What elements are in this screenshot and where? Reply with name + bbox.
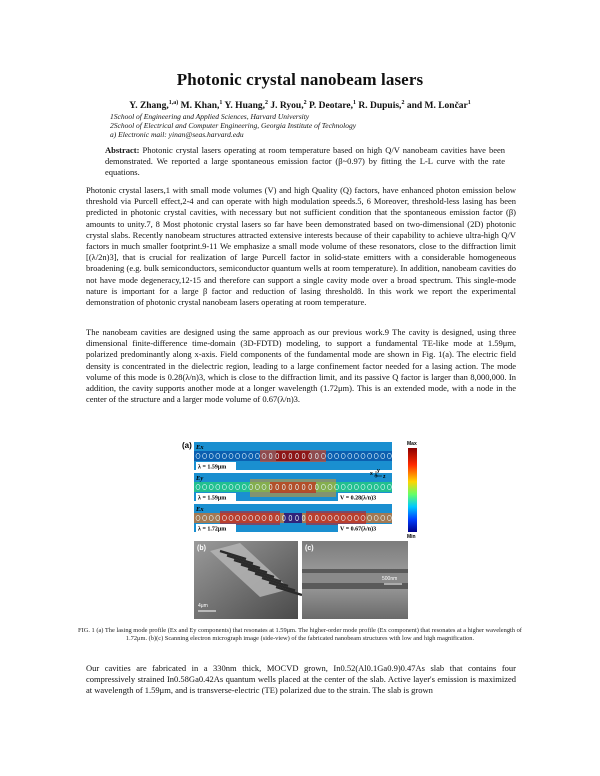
mode-row-1 [194,442,392,471]
row-3-wavelength: λ = 1.72μm [198,526,227,533]
panel-c-scale: 500nm [382,576,398,582]
abstract-text: Photonic crystal lasers operating at room temperature based on high Q/V nanobeam cavities have been demonstrated. We reported a large spontaneous emission factor (β~0.97) by fitting the L-L curve with the rate equations. [105,145,505,177]
paper-title: Photonic crystal nanobeam lasers [176,70,424,89]
panel-b-label: (b) [197,545,206,552]
paragraph-intro: Photonic crystal lasers,1 with small mode volumes (V) and high Quality (Q) factors, have enhanced photon emission below threshold via Purcell effect,2-4 and can operate with high modulation speeds.5, 6 Moreover, threshold-less lasing has been predicted in photonic crystal cavities, with necessary but not sufficient condition that the spontaneous emission factor (β) amounts to unity.7, 8 Most photonic crystal lasers so far have been demonstrated based on two-dimensional (2D) photonic crystal slabs. Recently nanobeam structures attracted extensive interests because of their capability to achieve ultra-high Q/V factors in much smaller footprint.9-11 We emphasize a small mode volume of these resonators, close to the diffraction limit [(λ/2n)3], that is crucial for realization of large Purcell factor in solid-state emitters with a considerable homogeneous broadening (e.g. bulk semiconductors, semiconductor quantum wells at room temperature). In addition, nanobeam cavities do not have mode degeneracy,12-15 and therefore can support a single cavity mode over a broad spectrum. This single-mode nature is important for a large β factor and reduction of lasing threshold8. In this work we report the experimental demonstration of photonic crystal nanobeam lasers operating at room temperature. [86,185,516,308]
panel-c-label: (c) [305,545,314,552]
figure-1-graphic [180,439,430,622]
abstract-label: Abstract: [105,145,140,155]
figure-1 [180,439,430,622]
axis-z-label: z [383,474,386,480]
colorbar-max: Max [407,441,417,447]
panel-c-sem [302,541,408,619]
affiliation-email: a) Electronic mail: yinan@seas.harvard.edu [110,130,244,139]
axis-y-label: y [377,468,380,474]
row-1-wavelength: λ = 1.59μm [198,464,227,471]
abstract [105,145,505,178]
row-3-component: Ex [196,506,204,513]
row-1-component: Ex [196,444,204,451]
row-2-component: Ey [196,475,204,482]
mode-row-2 [194,473,392,502]
colorbar [408,448,417,532]
affiliation-2: 2School of Electrical and Computer Engineering, Georgia Institute of Technology [110,121,357,130]
affiliation-1: 1School of Engineering and Applied Sciences, Harvard University [110,112,310,121]
paragraph-fabrication: Our cavities are fabricated in a 330nm thick, MOCVD grown, In0.52(Al0.1Ga0.9)0.47As slab that contains four compressively strained In0.58Ga0.42As quantum wells placed at the center of the slab. Active layer's emission is maximized at wavelength of 1.59μm, and is transverse-electric (TE) polarized due to the strain. The slab is grown [86,663,516,696]
panel-b-sem [194,541,302,619]
panel-b-scale: 4μm [198,603,208,609]
axis-x-label: x [370,471,373,477]
affiliations [110,112,356,139]
row-3-volume: V = 0.67(λ/n)3 [340,526,377,533]
colorbar-min: Min [407,534,416,540]
row-2-wavelength: λ = 1.59μm [198,495,227,502]
paragraph-design: The nanobeam cavities are designed using the same approach as our previous work.9 The cavity is designed, using three dimensional finite-difference time-domain (3D-FDTD) modeling, to support a fundamental TE-like mode at 1.59μm, polarized predominantly along x-axis. Field components of the fundamental mode are shown in Fig. 1(a). The electric field density is concentrated in the dielectric region, leading to a large confinement factor needed for a lasing action. The mode volume of this mode is 0.28(λ/n)3, which is close to the diffraction limit, and its passive Q factor is larger than 8,000,000. In addition, the cavity supports another mode at a longer wavelength (1.72μm). This is an extended mode, with a node in the center of the structure and a larger mode volume of 0.67(λ/n)3. [86,327,516,405]
figure-caption: FIG. 1 (a) The lasing mode profile (Ex and Ey components) that resonates at 1.59μm. The higher-order mode profile (Ex component) that resonates at a higher wavelength of 1.72μm. (b)(c) Scanning electron micrograph image (side-view) of the fabricated nanobeam structures with low and high magnification. [78,627,522,643]
author-list: Y. Zhang,$^{1,a)}$ M. Khan,$^1$ Y. Huang,$^2$ J. Ryou,$^2$ P. Deotare,$^1$ R. Dupuis,$^2$ and M. Lončar$^1$ [129,100,471,112]
mode-row-3 [194,504,392,533]
row-2-volume: V = 0.28(λ/n)3 [340,495,377,502]
panel-a-label: (a) [182,441,192,450]
